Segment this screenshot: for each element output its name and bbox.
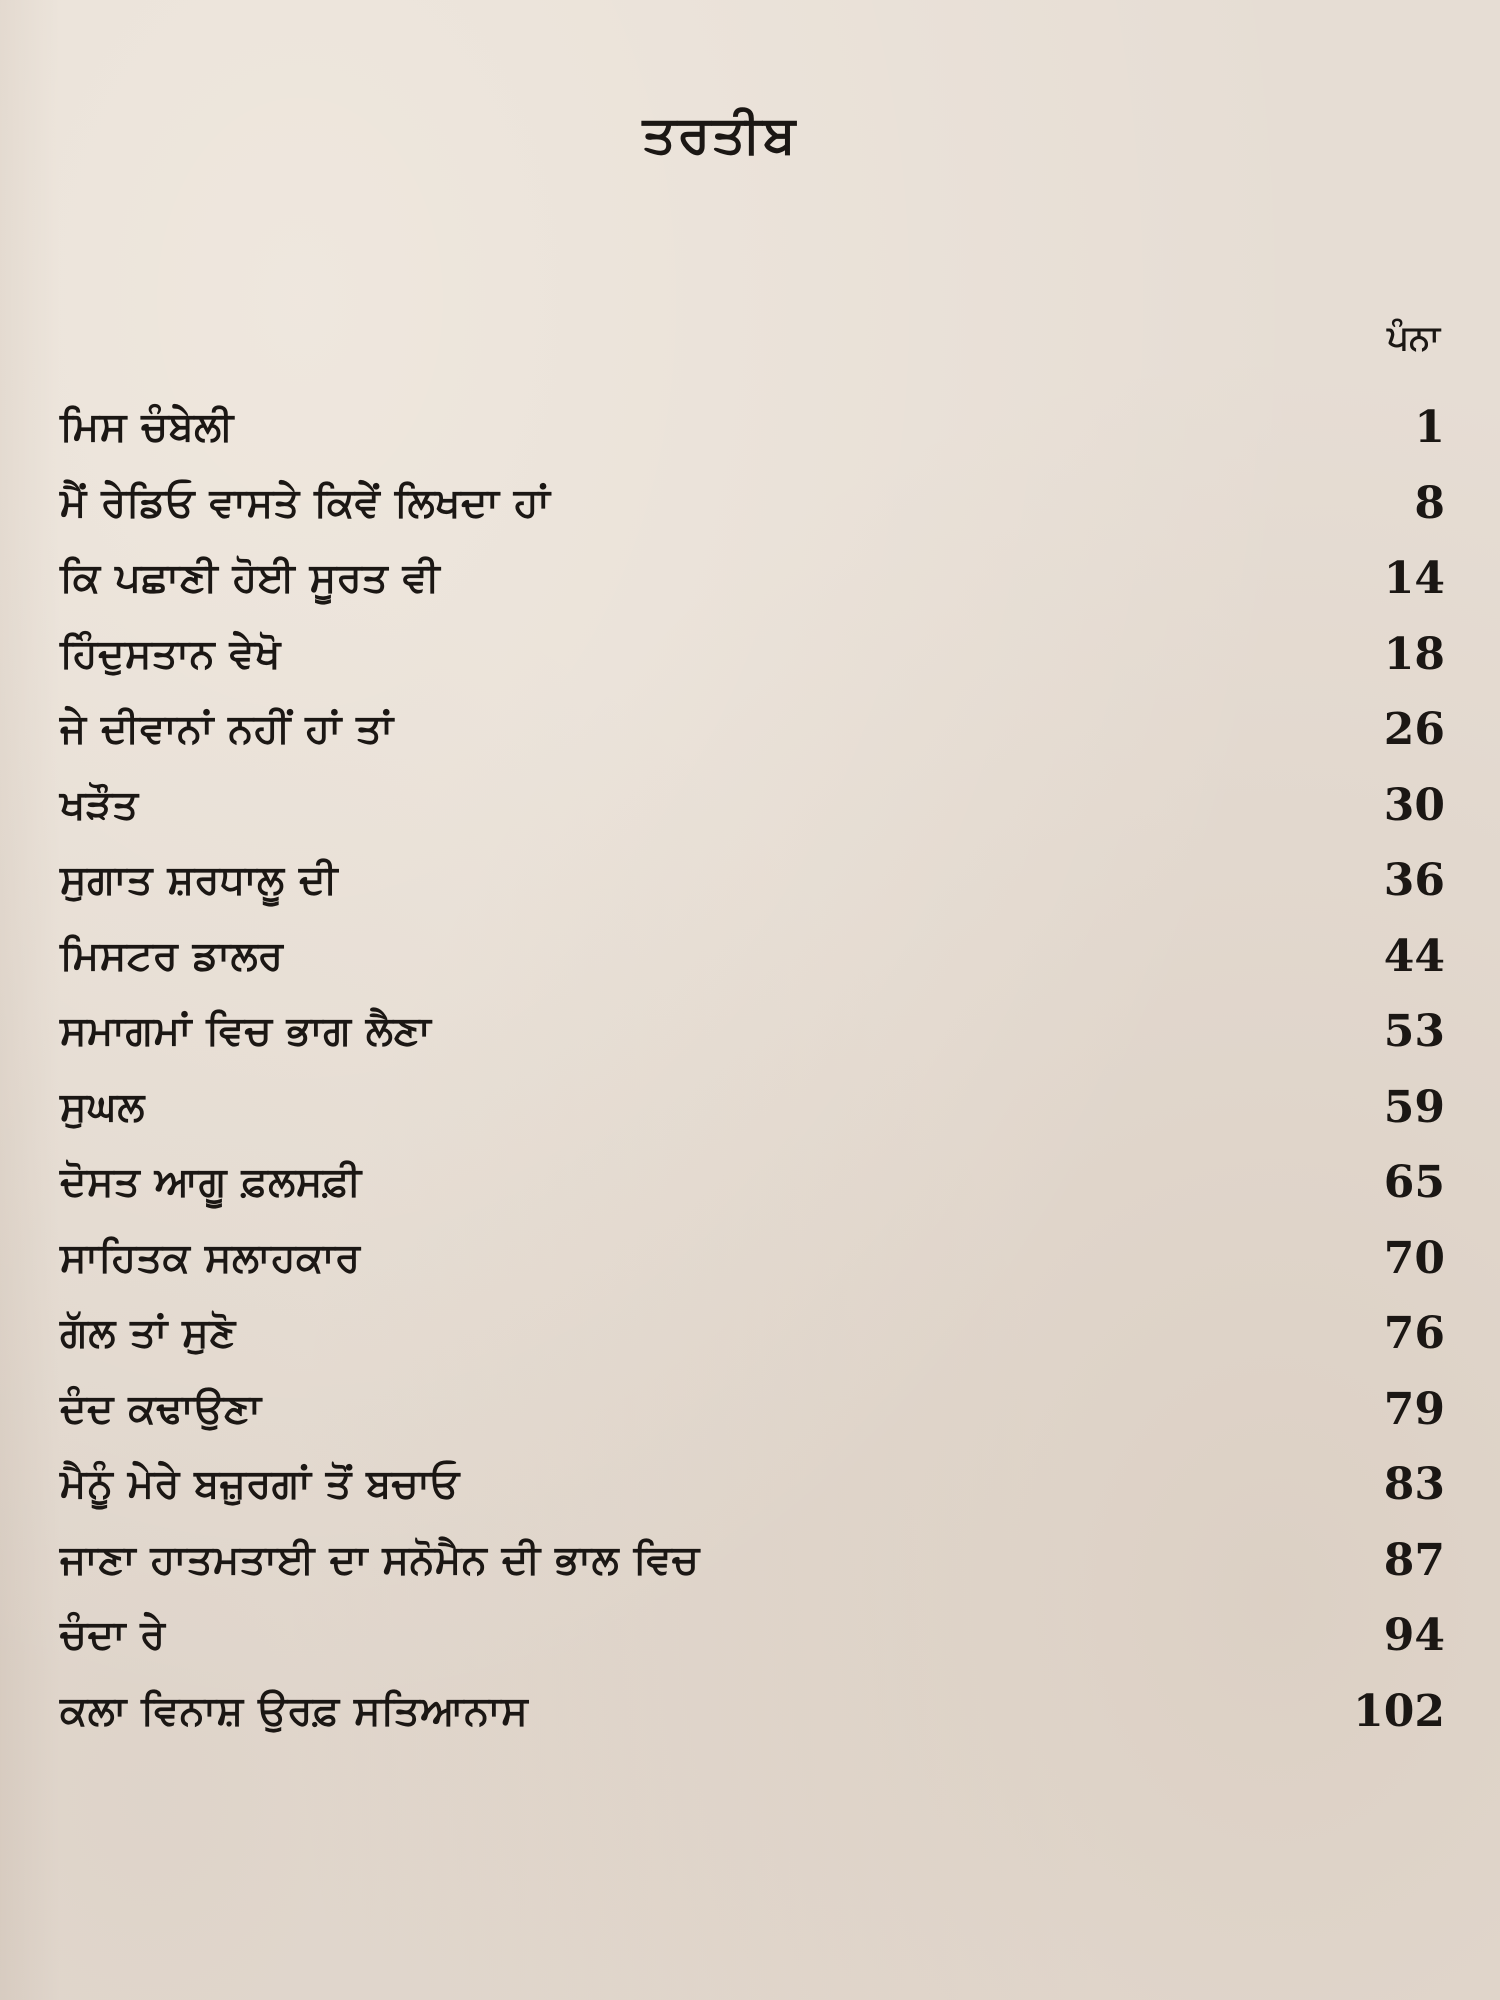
toc-entry-page: 1: [1414, 402, 1445, 453]
toc-row: [60, 843, 1445, 919]
toc-entry-title: ਜਾਣਾ ਹਾਤਮਤਾਈ ਦਾ ਸਨੋਮੈਨ ਦੀ ਭਾਲ ਵਿਚ: [60, 1536, 700, 1583]
toc-entry-title: ਗੱਲ ਤਾਂ ਸੁਣੋ: [60, 1310, 236, 1356]
toc-entry-page: 8: [1414, 477, 1445, 529]
toc-entry-page: 94: [1383, 1610, 1445, 1661]
toc-row: [60, 692, 1445, 768]
toc-entry-title: ਚੰਦਾ ਰੇ: [60, 1612, 166, 1658]
toc-entry-title: ਸਾਹਿਤਕ ਸਲਾਹਕਾਰ: [60, 1234, 361, 1281]
toc-row: [60, 1523, 1445, 1599]
toc-entry-page: 79: [1383, 1383, 1445, 1435]
toc-entry-title: ਸਮਾਗਮਾਂ ਵਿਚ ਭਾਗ ਲੈਣਾ: [60, 1008, 432, 1054]
toc-entry-title: ਮਿਸ ਚੰਬੇਲੀ: [60, 404, 234, 450]
toc-row: [60, 466, 1445, 542]
toc-entry-title: ਮਿਸਟਰ ਡਾਲਰ: [60, 932, 284, 979]
toc-row: [60, 1598, 1445, 1674]
toc-entry-page: 65: [1383, 1157, 1445, 1208]
table-of-contents: [60, 390, 1445, 1749]
toc-row: [60, 1674, 1445, 1750]
toc-entry-page: 83: [1383, 1459, 1445, 1510]
toc-entry-title: ਮੈਂ ਰੇਡਿਓ ਵਾਸਤੇ ਕਿਵੇਂ ਲਿਖਦਾ ਹਾਂ: [60, 479, 551, 526]
toc-row: [60, 1372, 1445, 1448]
toc-entry-page: 44: [1383, 930, 1445, 982]
toc-entry-title: ਸੁਘਲ: [60, 1083, 145, 1130]
toc-row: [60, 919, 1445, 995]
toc-entry-title: ਦੋਸਤ ਆਗੂ ਫ਼ਲਸਫ਼ੀ: [60, 1159, 362, 1205]
toc-entry-title: ਕਿ ਪਛਾਣੀ ਹੋਈ ਸੂਰਤ ਵੀ: [60, 555, 441, 601]
toc-entry-title: ਮੈਨੂੰ ਮੇਰੇ ਬਜ਼ੁਰਗਾਂ ਤੋਂ ਬਚਾਓ: [60, 1461, 460, 1507]
toc-entry-page: 30: [1383, 779, 1445, 831]
toc-row: [60, 994, 1445, 1070]
toc-entry-title: ਦੰਦ ਕਢਾਉਣਾ: [60, 1385, 262, 1432]
toc-entry-page: 87: [1383, 1534, 1445, 1586]
toc-row: [60, 541, 1445, 617]
toc-entry-title: ਖੜੌਤ: [60, 781, 139, 828]
toc-entry-page: 102: [1353, 1685, 1445, 1737]
toc-entry-page: 18: [1383, 628, 1445, 680]
toc-entry-page: 26: [1383, 704, 1445, 755]
toc-row: [60, 1296, 1445, 1372]
toc-entry-title: ਸੁਗਾਤ ਸ਼ਰਧਾਲੂ ਦੀ: [60, 857, 339, 903]
page-column-label: ਪੰਨਾ: [1387, 318, 1440, 358]
toc-entry-title: ਹਿੰਦੁਸਤਾਨ ਵੇਖੋ: [60, 630, 281, 677]
toc-row: [60, 1145, 1445, 1221]
toc-entry-page: 14: [1383, 553, 1445, 604]
toc-entry-title: ਜੇ ਦੀਵਾਨਾਂ ਨਹੀਂ ਹਾਂ ਤਾਂ: [60, 706, 394, 752]
toc-entry-page: 76: [1383, 1308, 1445, 1359]
toc-entry-page: 70: [1383, 1232, 1445, 1284]
toc-row: [60, 1070, 1445, 1146]
page-title: ਤਰਤੀਬ: [642, 105, 798, 165]
toc-row: [60, 768, 1445, 844]
toc-entry-title: ਕਲਾ ਵਿਨਾਸ਼ ਉਰਫ਼ ਸਤਿਆਨਾਸ: [60, 1687, 529, 1734]
toc-row: [60, 390, 1445, 466]
toc-row: [60, 1447, 1445, 1523]
toc-row: [60, 617, 1445, 693]
toc-entry-page: 59: [1383, 1081, 1445, 1133]
toc-entry-page: 36: [1383, 855, 1445, 906]
toc-row: [60, 1221, 1445, 1297]
toc-entry-page: 53: [1383, 1006, 1445, 1057]
